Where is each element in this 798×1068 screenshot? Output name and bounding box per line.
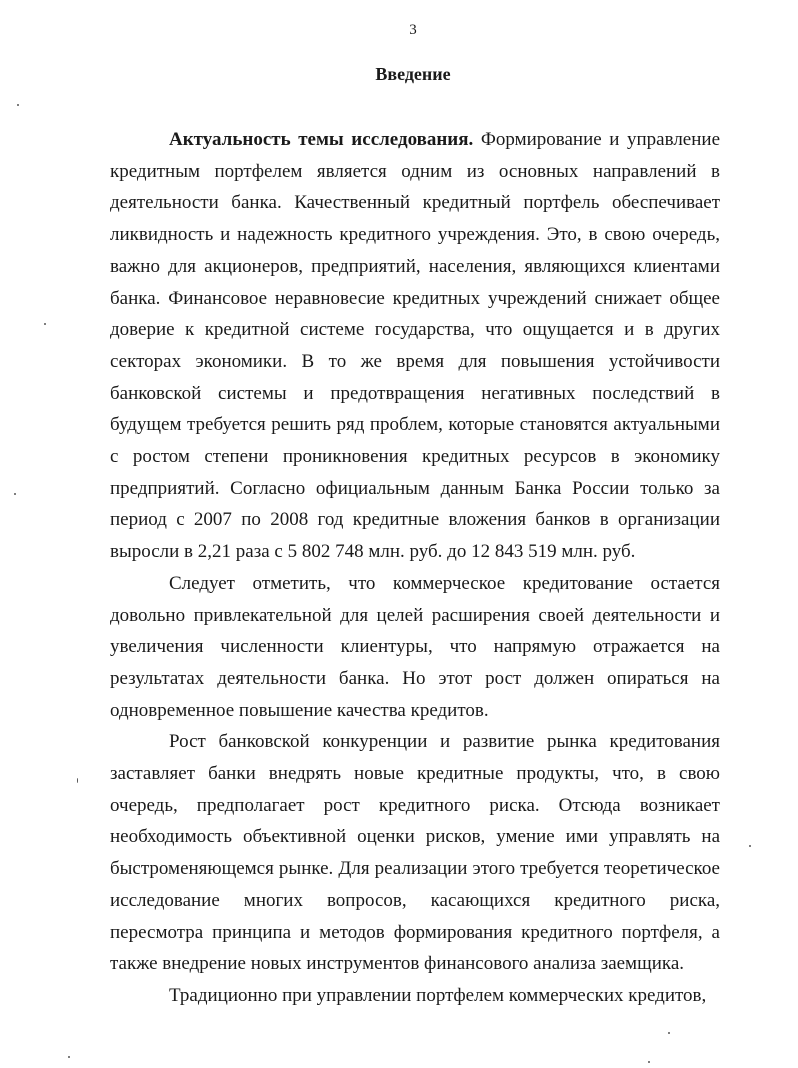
scan-speck [68,1056,70,1058]
scan-speck [77,778,78,783]
page-number: 3 [409,22,417,38]
scan-speck [668,1032,670,1034]
scan-speck [14,493,16,495]
paragraph-text: Формирование и управление кредитным портфелем является одним из основных направлений в деятельности банка. Качественный кредитный портфель обеспечивает ликвидность и надежность кредитного учреждения. Это, в свою очередь, важно для акционеров, предприятий, населения, являющихся клиентами банка. Финансовое неравновесие кредитных учреждений снижает общее доверие к кредитной системе государства, что ощущается и в других секторах экономики. В то же время для повышения устойчивости банковской системы и предотвращения негативных последствий в будущем требуется решить ряд проблем, которые становятся актуальными с ростом степени проникновения кредитных ресурсов в экономику предприятий. Согласно официальным данным Банка России только за период с 2007 по 2008 год кредитные вложения банков в организации выросли в 2,21 раза с 5 802 748 млн. руб. до 12 843 519 млн. руб. [110,129,721,563]
paragraph-commercial-lending: Следует отметить, что коммерческое кредитование остается довольно привлекательной для целей расширения своей деятельности и увеличения численности клиентуры, что напрямую отражается на результатах деятельности банка. Но этот рост должен опираться на одновременное повышение качества кредитов. [110,572,720,721]
paragraph-competition: Рост банковской конкуренции и развитие рынка кредитования заставляет банки внедрять новые кредитные продукты, что, в свою очередь, предполагает рост кредитного риска. Отсюда возникает необходимость объективной оценки рисков, умение ими управлять на быстроменяющемся рынке. Для реализации этого требуется теоретическое исследование многих вопросов, касающихся кредитного риска, пересмотра принципа и методов формирования кредитного портфеля, а также внедрение новых инструментов финансового анализа заемщика. [110,731,720,975]
scan-speck [17,104,19,106]
scan-speck [648,1061,650,1063]
section-heading: Введение [375,64,451,84]
scan-speck [44,323,46,325]
paragraph-traditional: Традиционно при управлении портфелем коммерческих кредитов, [169,984,707,1006]
paragraph-lead: Актуальность темы исследования. [169,129,474,150]
paragraph-relevance [110,124,720,568]
body-text [110,124,720,1012]
scan-speck [749,845,751,847]
